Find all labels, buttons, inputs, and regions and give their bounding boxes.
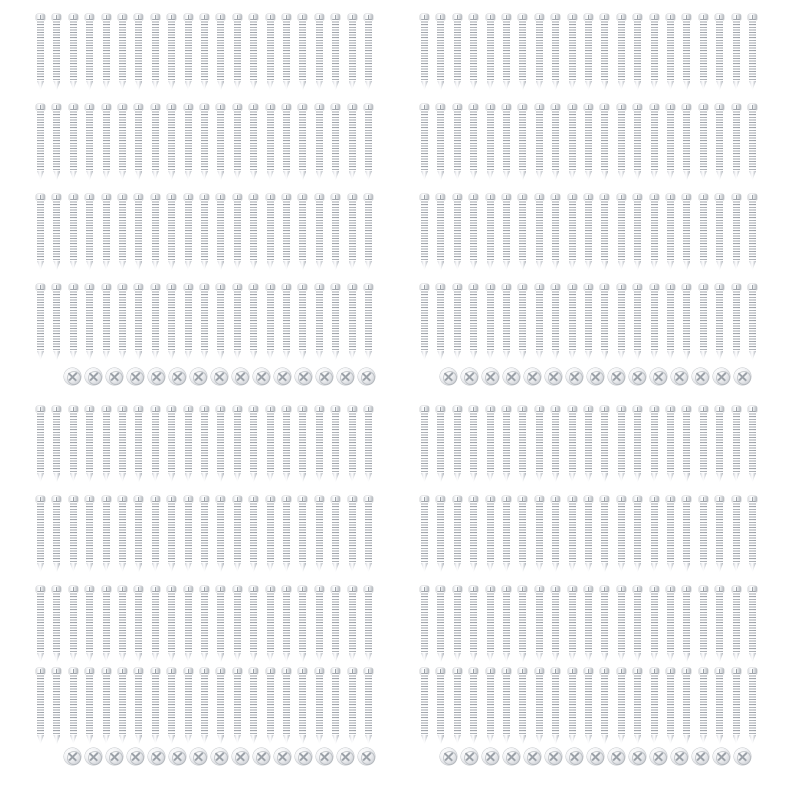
- screw: [666, 496, 675, 572]
- screw-tip: [470, 653, 477, 662]
- screw-threaded-shaft: [667, 411, 674, 473]
- screw-tip: [585, 653, 592, 662]
- screw-tip: [552, 473, 559, 482]
- screw-threaded-shaft: [536, 673, 543, 735]
- screw-tip: [487, 473, 494, 482]
- screw-tip: [454, 563, 461, 572]
- screw: [666, 406, 675, 482]
- screw-tip: [667, 735, 674, 744]
- screw-tip: [569, 473, 576, 482]
- phillips-drive-icon: [548, 751, 562, 765]
- screw-threaded-shaft: [634, 591, 641, 653]
- screw: [469, 586, 478, 662]
- screw-threaded-shaft: [683, 673, 690, 735]
- screw-threaded-shaft: [683, 411, 690, 473]
- screw: [584, 406, 593, 482]
- screw-threaded-shaft: [601, 411, 608, 473]
- screw-tip: [470, 563, 477, 572]
- screw-threaded-shaft: [454, 673, 461, 735]
- screw-threaded-shaft: [716, 591, 723, 653]
- screw-tip: [683, 735, 690, 744]
- screw: [633, 496, 642, 572]
- screw: [469, 496, 478, 572]
- screw-threaded-shaft: [749, 501, 756, 563]
- screw-threaded-shaft: [552, 411, 559, 473]
- screw-tip: [651, 653, 658, 662]
- screw-threaded-shaft: [421, 673, 428, 735]
- phillips-drive-icon: [611, 751, 625, 765]
- screw: [551, 586, 560, 662]
- screw-tip: [569, 735, 576, 744]
- screw-threaded-shaft: [733, 411, 740, 473]
- screw-tip: [421, 563, 428, 572]
- screw: [518, 668, 527, 744]
- phillips-drive-icon: [590, 751, 604, 765]
- screw-tip: [700, 473, 707, 482]
- screw-threaded-shaft: [651, 411, 658, 473]
- screw-threaded-shaft: [454, 591, 461, 653]
- screw: [600, 496, 609, 572]
- screw: [650, 668, 659, 744]
- screw-tip: [667, 473, 674, 482]
- screw-tip: [552, 653, 559, 662]
- screw-threaded-shaft: [749, 591, 756, 653]
- screw-threaded-shaft: [749, 411, 756, 473]
- screw: [682, 586, 691, 662]
- screw-threaded-shaft: [552, 591, 559, 653]
- screw-threaded-shaft: [716, 673, 723, 735]
- screw: [600, 406, 609, 482]
- screw-tip: [651, 563, 658, 572]
- screw: [715, 586, 724, 662]
- screw: [617, 406, 626, 482]
- screw-tip: [421, 735, 428, 744]
- screw-tip: [503, 653, 510, 662]
- phillips-drive-icon: [506, 751, 520, 765]
- screw-tip: [634, 735, 641, 744]
- screw-tip: [716, 563, 723, 572]
- screw: [699, 406, 708, 482]
- screw: [732, 496, 741, 572]
- screw-tip: [454, 653, 461, 662]
- screw-head-top-view: [461, 748, 478, 765]
- screw-threaded-shaft: [536, 411, 543, 473]
- screw-tip: [536, 735, 543, 744]
- screw-tip: [536, 473, 543, 482]
- screw: [436, 586, 445, 662]
- screw: [732, 406, 741, 482]
- screw-tip: [569, 563, 576, 572]
- screw-threaded-shaft: [503, 501, 510, 563]
- screw-threaded-shaft: [601, 501, 608, 563]
- screw-tip: [437, 653, 444, 662]
- screw: [568, 496, 577, 572]
- screw-tip: [683, 473, 690, 482]
- screw: [502, 496, 511, 572]
- screw-threaded-shaft: [651, 501, 658, 563]
- screw-tip: [470, 473, 477, 482]
- phillips-drive-icon: [569, 751, 583, 765]
- screw: [518, 406, 527, 482]
- screw-tip: [519, 563, 526, 572]
- screw-threaded-shaft: [700, 591, 707, 653]
- screw-threaded-shaft: [634, 673, 641, 735]
- screw-threaded-shaft: [503, 411, 510, 473]
- screw: [436, 496, 445, 572]
- screw-threaded-shaft: [519, 411, 526, 473]
- screw-tip: [454, 473, 461, 482]
- screw: [486, 496, 495, 572]
- screw-tip: [454, 735, 461, 744]
- screw-tip: [487, 735, 494, 744]
- screw-threaded-shaft: [519, 501, 526, 563]
- screw: [682, 668, 691, 744]
- screw-tip: [585, 563, 592, 572]
- screw: [535, 406, 544, 482]
- screw: [732, 586, 741, 662]
- screw-tip: [749, 563, 756, 572]
- screw-tip: [634, 563, 641, 572]
- screw: [633, 586, 642, 662]
- screw-tip: [569, 653, 576, 662]
- screw: [518, 586, 527, 662]
- screw-tip: [667, 563, 674, 572]
- screw-threaded-shaft: [601, 673, 608, 735]
- screw: [732, 668, 741, 744]
- screw-tip: [503, 473, 510, 482]
- screw-threaded-shaft: [585, 591, 592, 653]
- phillips-drive-icon: [674, 751, 688, 765]
- screw-threaded-shaft: [733, 591, 740, 653]
- screw-threaded-shaft: [700, 501, 707, 563]
- phillips-drive-icon: [716, 751, 730, 765]
- screw: [502, 586, 511, 662]
- screw-threaded-shaft: [536, 501, 543, 563]
- screw: [568, 586, 577, 662]
- screw: [600, 586, 609, 662]
- screw-threaded-shaft: [454, 501, 461, 563]
- screw-head-top-view: [629, 748, 646, 765]
- screw: [617, 586, 626, 662]
- screw-threaded-shaft: [421, 411, 428, 473]
- screw: [666, 668, 675, 744]
- screw: [682, 406, 691, 482]
- screw-threaded-shaft: [601, 591, 608, 653]
- screw-tip: [487, 653, 494, 662]
- screw-threaded-shaft: [437, 591, 444, 653]
- screw-tip: [716, 653, 723, 662]
- screw-threaded-shaft: [503, 591, 510, 653]
- screw: [568, 668, 577, 744]
- screw: [748, 406, 757, 482]
- screw-threaded-shaft: [503, 673, 510, 735]
- screw-threaded-shaft: [470, 411, 477, 473]
- screw-tip: [733, 653, 740, 662]
- screw-head-top-view: [692, 748, 709, 765]
- screw-threaded-shaft: [667, 673, 674, 735]
- screw-head-top-view: [440, 748, 457, 765]
- screw: [453, 668, 462, 744]
- screw-threaded-shaft: [552, 673, 559, 735]
- screw-threaded-shaft: [683, 501, 690, 563]
- screw-threaded-shaft: [634, 411, 641, 473]
- screw: [535, 496, 544, 572]
- screw-tip: [601, 653, 608, 662]
- screw-tip: [552, 563, 559, 572]
- phillips-drive-icon: [737, 751, 751, 765]
- screw-tip: [536, 563, 543, 572]
- screw-threaded-shaft: [716, 411, 723, 473]
- screw-tip: [552, 735, 559, 744]
- screw-threaded-shaft: [437, 673, 444, 735]
- screw-tip: [437, 735, 444, 744]
- screw-tip: [503, 563, 510, 572]
- screw: [617, 496, 626, 572]
- screw-threaded-shaft: [487, 591, 494, 653]
- phillips-drive-icon: [695, 751, 709, 765]
- screw-threaded-shaft: [454, 411, 461, 473]
- screw-tip: [421, 473, 428, 482]
- screw-threaded-shaft: [683, 591, 690, 653]
- screw: [486, 586, 495, 662]
- screw-head-top-view: [587, 748, 604, 765]
- screw: [715, 668, 724, 744]
- phillips-drive-icon: [632, 751, 646, 765]
- screw: [748, 586, 757, 662]
- screw-tip: [749, 653, 756, 662]
- screw-tip: [519, 735, 526, 744]
- screw: [584, 496, 593, 572]
- screw-threaded-shaft: [634, 501, 641, 563]
- screw: [502, 406, 511, 482]
- screw-threaded-shaft: [651, 591, 658, 653]
- screw: [551, 668, 560, 744]
- screw-tip: [749, 473, 756, 482]
- screw-tip: [585, 473, 592, 482]
- screw-threaded-shaft: [585, 673, 592, 735]
- screw: [715, 496, 724, 572]
- screw-head-top-view: [608, 748, 625, 765]
- screw-tip: [634, 473, 641, 482]
- screw: [748, 668, 757, 744]
- screw: [436, 406, 445, 482]
- screw: [633, 406, 642, 482]
- screw: [453, 496, 462, 572]
- screw: [469, 406, 478, 482]
- screw: [650, 406, 659, 482]
- screw-threaded-shaft: [519, 591, 526, 653]
- screw: [699, 496, 708, 572]
- screw-tip: [733, 473, 740, 482]
- screw-head-top-view: [524, 748, 541, 765]
- screw-tip: [749, 735, 756, 744]
- screw: [584, 586, 593, 662]
- screw-tip: [716, 473, 723, 482]
- screw-head-top-view: [545, 748, 562, 765]
- screw: [600, 668, 609, 744]
- screw: [486, 668, 495, 744]
- screw: [518, 496, 527, 572]
- screw: [650, 496, 659, 572]
- screw-threaded-shaft: [470, 673, 477, 735]
- screw-tip: [519, 653, 526, 662]
- screw: [715, 406, 724, 482]
- screw: [551, 406, 560, 482]
- screw: [633, 668, 642, 744]
- screw: [699, 668, 708, 744]
- screw-threaded-shaft: [421, 591, 428, 653]
- screw: [666, 586, 675, 662]
- screw-threaded-shaft: [585, 411, 592, 473]
- screw-tip: [733, 735, 740, 744]
- screw-head-top-view: [503, 748, 520, 765]
- screw-tip: [437, 473, 444, 482]
- screw-threaded-shaft: [585, 501, 592, 563]
- screw-threaded-shaft: [569, 591, 576, 653]
- phillips-drive-icon: [464, 751, 478, 765]
- screw: [617, 668, 626, 744]
- screw: [453, 406, 462, 482]
- screw-tip: [651, 473, 658, 482]
- screw-threaded-shaft: [569, 673, 576, 735]
- screw-tip: [700, 653, 707, 662]
- screw-tip: [651, 735, 658, 744]
- screw-threaded-shaft: [519, 673, 526, 735]
- screw: [568, 406, 577, 482]
- screw: [584, 668, 593, 744]
- screw-tip: [700, 563, 707, 572]
- phillips-drive-icon: [527, 751, 541, 765]
- screw-head-top-view: [650, 748, 667, 765]
- screw-threaded-shaft: [569, 501, 576, 563]
- screw-tip: [470, 735, 477, 744]
- screw: [420, 406, 429, 482]
- screw-tip: [667, 653, 674, 662]
- screw-head-top-view: [671, 748, 688, 765]
- screw-threaded-shaft: [569, 411, 576, 473]
- screw: [436, 668, 445, 744]
- screw: [453, 586, 462, 662]
- screw: [420, 586, 429, 662]
- screw: [420, 496, 429, 572]
- screw-threaded-shaft: [487, 673, 494, 735]
- screw-tip: [618, 735, 625, 744]
- screw-threaded-shaft: [536, 591, 543, 653]
- screw-threaded-shaft: [749, 673, 756, 735]
- phillips-drive-icon: [443, 751, 457, 765]
- screw-threaded-shaft: [487, 411, 494, 473]
- screw-threaded-shaft: [667, 501, 674, 563]
- screw: [699, 586, 708, 662]
- screw-tip: [683, 653, 690, 662]
- screw-tip: [519, 473, 526, 482]
- screw-threaded-shaft: [618, 411, 625, 473]
- screw-threaded-shaft: [651, 673, 658, 735]
- screw-tip: [601, 735, 608, 744]
- screw: [682, 496, 691, 572]
- screw-threaded-shaft: [667, 591, 674, 653]
- screw: [535, 586, 544, 662]
- screw-tip: [437, 563, 444, 572]
- screw-threaded-shaft: [733, 501, 740, 563]
- screw: [469, 668, 478, 744]
- screw-tip: [716, 735, 723, 744]
- screw-threaded-shaft: [470, 501, 477, 563]
- screw-threaded-shaft: [618, 501, 625, 563]
- screw-tip: [536, 653, 543, 662]
- screw-threaded-shaft: [487, 501, 494, 563]
- screw: [748, 496, 757, 572]
- screw-head-top-view: [734, 748, 751, 765]
- screw-tip: [487, 563, 494, 572]
- screw-tip: [421, 653, 428, 662]
- screw-threaded-shaft: [700, 411, 707, 473]
- screw-tip: [618, 563, 625, 572]
- screw-tip: [634, 653, 641, 662]
- screw-threaded-shaft: [437, 411, 444, 473]
- screw-threaded-shaft: [552, 501, 559, 563]
- screw-tip: [601, 563, 608, 572]
- screw-threaded-shaft: [700, 673, 707, 735]
- phillips-drive-icon: [485, 751, 499, 765]
- screw-threaded-shaft: [733, 673, 740, 735]
- screw-threaded-shaft: [716, 501, 723, 563]
- screw-tip: [618, 653, 625, 662]
- screw-threaded-shaft: [421, 501, 428, 563]
- screw: [420, 668, 429, 744]
- screw-tip: [503, 735, 510, 744]
- screw-tip: [618, 473, 625, 482]
- screw-threaded-shaft: [470, 591, 477, 653]
- screw: [502, 668, 511, 744]
- screw-threaded-shaft: [618, 591, 625, 653]
- screw-tip: [601, 473, 608, 482]
- screw-threaded-shaft: [437, 501, 444, 563]
- screw-tip: [700, 735, 707, 744]
- screw-tip: [683, 563, 690, 572]
- screw: [535, 668, 544, 744]
- screw-tip: [733, 563, 740, 572]
- screw: [551, 496, 560, 572]
- screw: [650, 586, 659, 662]
- screw-threaded-shaft: [618, 673, 625, 735]
- screw-head-top-view: [566, 748, 583, 765]
- screw-head-top-view: [713, 748, 730, 765]
- screw-tip: [585, 735, 592, 744]
- phillips-drive-icon: [653, 751, 667, 765]
- screw-head-top-view: [482, 748, 499, 765]
- screw: [486, 406, 495, 482]
